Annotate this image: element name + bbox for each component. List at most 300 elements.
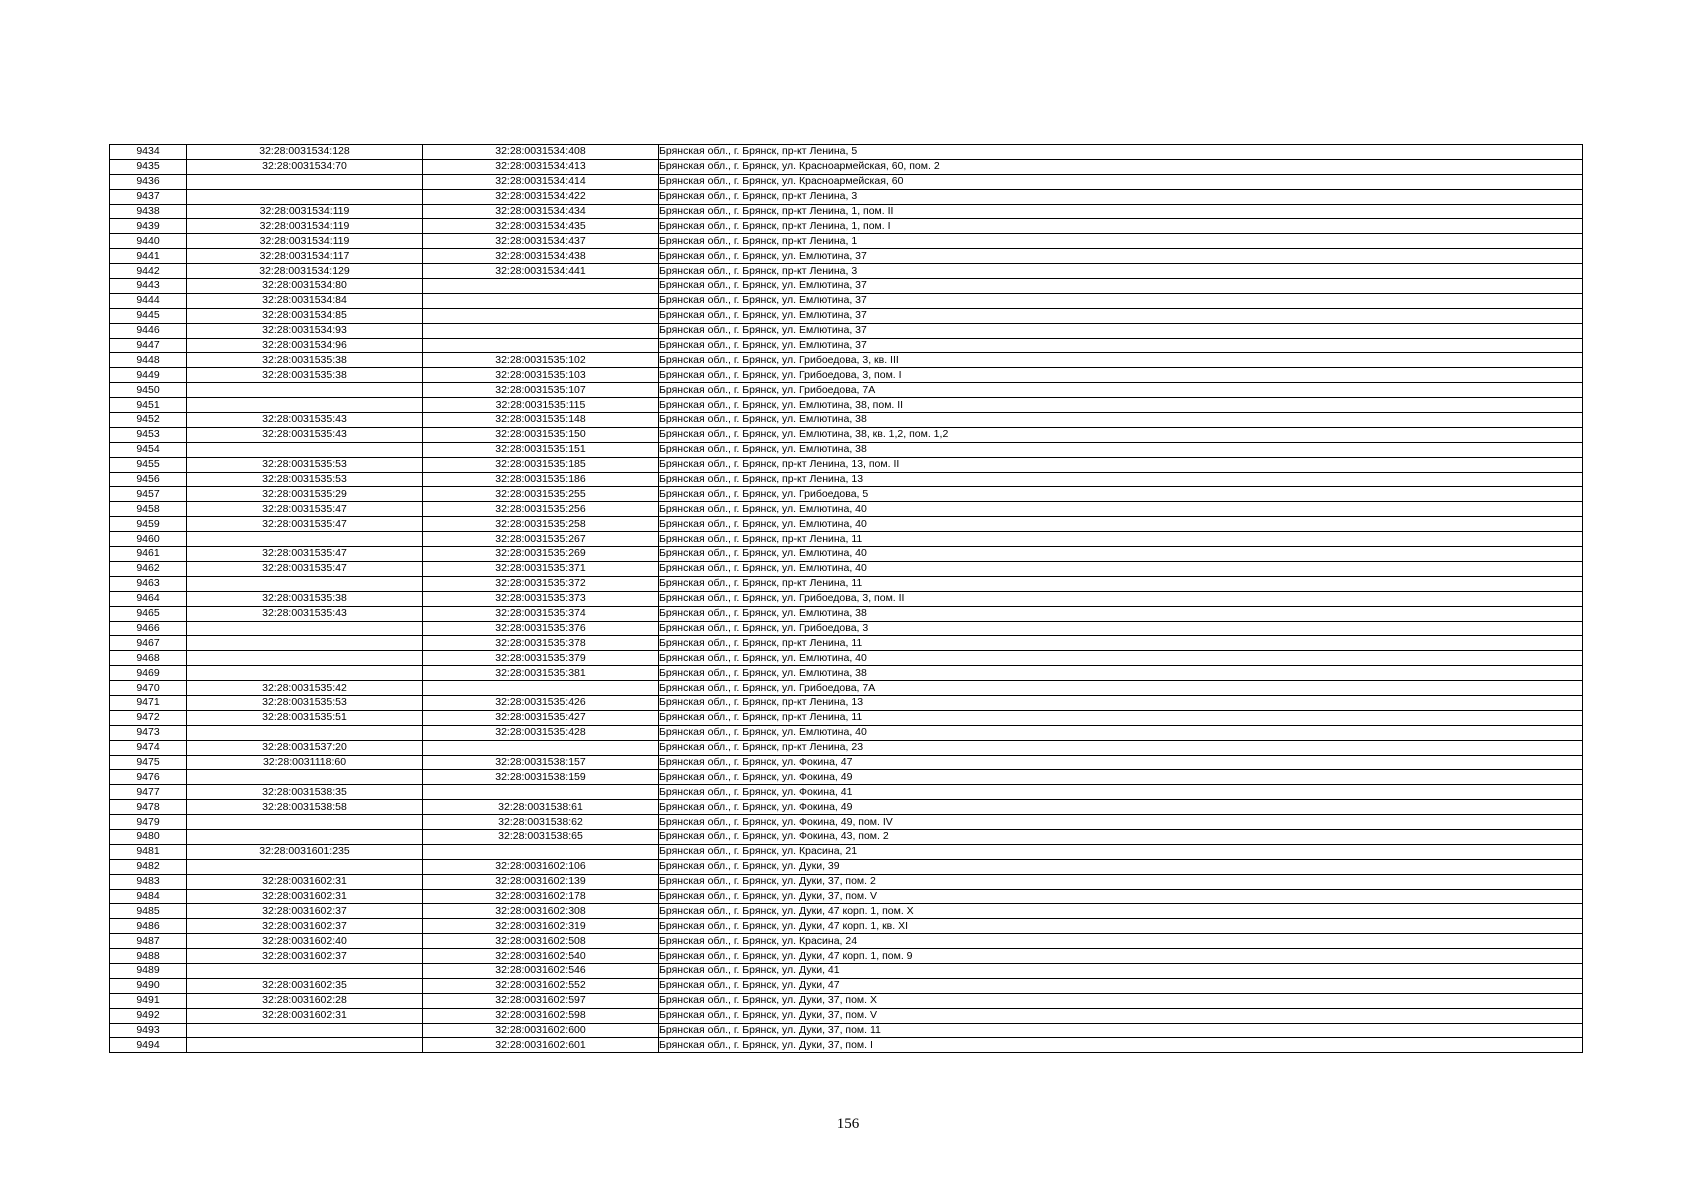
object-cadastral-number-cell: 32:28:0031535:258 xyxy=(423,517,659,532)
row-number-cell: 9473 xyxy=(110,725,187,740)
row-number-cell: 9492 xyxy=(110,1008,187,1023)
row-number-cell: 9451 xyxy=(110,398,187,413)
row-number-cell: 9443 xyxy=(110,279,187,294)
row-number-cell: 9448 xyxy=(110,353,187,368)
parcel-cadastral-number-cell: 32:28:0031534:119 xyxy=(187,204,423,219)
parcel-cadastral-number-cell: 32:28:0031535:38 xyxy=(187,353,423,368)
table-row xyxy=(110,1008,1583,1023)
object-cadastral-number-cell: 32:28:0031534:413 xyxy=(423,159,659,174)
row-number-cell: 9481 xyxy=(110,844,187,859)
row-number-cell: 9487 xyxy=(110,934,187,949)
parcel-cadastral-number-cell xyxy=(187,963,423,978)
parcel-cadastral-number-cell: 32:28:0031602:37 xyxy=(187,919,423,934)
parcel-cadastral-number-cell xyxy=(187,442,423,457)
parcel-cadastral-number-cell: 32:28:0031535:51 xyxy=(187,710,423,725)
parcel-cadastral-number-cell: 32:28:0031535:42 xyxy=(187,681,423,696)
parcel-cadastral-number-cell: 32:28:0031534:119 xyxy=(187,219,423,234)
row-number-cell: 9482 xyxy=(110,859,187,874)
row-number-cell: 9456 xyxy=(110,472,187,487)
parcel-cadastral-number-cell: 32:28:0031601:235 xyxy=(187,844,423,859)
object-cadastral-number-cell xyxy=(423,338,659,353)
parcel-cadastral-number-cell: 32:28:0031535:38 xyxy=(187,368,423,383)
address-cell: Брянская обл., г. Брянск, ул. Дуки, 37, пом. V xyxy=(659,1008,1583,1023)
row-number-cell: 9452 xyxy=(110,413,187,428)
address-cell: Брянская обл., г. Брянск, ул. Грибоедова, 3 xyxy=(659,621,1583,636)
parcel-cadastral-number-cell: 32:28:0031602:31 xyxy=(187,874,423,889)
object-cadastral-number-cell xyxy=(423,785,659,800)
address-cell: Брянская обл., г. Брянск, ул. Емлютина, 38, пом. II xyxy=(659,398,1583,413)
object-cadastral-number-cell: 32:28:0031535:373 xyxy=(423,591,659,606)
table-row xyxy=(110,695,1583,710)
table-row xyxy=(110,338,1583,353)
address-cell: Брянская обл., г. Брянск, ул. Грибоедова, 7А xyxy=(659,681,1583,696)
row-number-cell: 9458 xyxy=(110,502,187,517)
table-row xyxy=(110,815,1583,830)
parcel-cadastral-number-cell: 32:28:0031535:43 xyxy=(187,606,423,621)
object-cadastral-number-cell: 32:28:0031602:546 xyxy=(423,963,659,978)
object-cadastral-number-cell: 32:28:0031602:139 xyxy=(423,874,659,889)
object-cadastral-number-cell: 32:28:0031535:378 xyxy=(423,636,659,651)
parcel-cadastral-number-cell: 32:28:0031602:31 xyxy=(187,889,423,904)
parcel-cadastral-number-cell: 32:28:0031535:38 xyxy=(187,591,423,606)
table-row xyxy=(110,740,1583,755)
address-cell: Брянская обл., г. Брянск, пр-кт Ленина, 5 xyxy=(659,145,1583,160)
address-cell: Брянская обл., г. Брянск, ул. Емлютина, 37 xyxy=(659,338,1583,353)
table-row xyxy=(110,621,1583,636)
table-row xyxy=(110,859,1583,874)
address-cell: Брянская обл., г. Брянск, ул. Грибоедова, 3, пом. I xyxy=(659,368,1583,383)
parcel-cadastral-number-cell xyxy=(187,859,423,874)
parcel-cadastral-number-cell: 32:28:0031535:53 xyxy=(187,472,423,487)
row-number-cell: 9450 xyxy=(110,383,187,398)
address-cell: Брянская обл., г. Брянск, ул. Дуки, 47 корп. 1, кв. XI xyxy=(659,919,1583,934)
table-row xyxy=(110,264,1583,279)
object-cadastral-number-cell: 32:28:0031538:65 xyxy=(423,829,659,844)
parcel-cadastral-number-cell xyxy=(187,383,423,398)
object-cadastral-number-cell: 32:28:0031535:428 xyxy=(423,725,659,740)
table-row xyxy=(110,666,1583,681)
row-number-cell: 9467 xyxy=(110,636,187,651)
table-row xyxy=(110,963,1583,978)
object-cadastral-number-cell: 32:28:0031535:255 xyxy=(423,487,659,502)
object-cadastral-number-cell: 32:28:0031535:267 xyxy=(423,532,659,547)
parcel-cadastral-number-cell xyxy=(187,829,423,844)
address-cell: Брянская обл., г. Брянск, ул. Дуки, 37, пом. I xyxy=(659,1038,1583,1053)
address-cell: Брянская обл., г. Брянск, ул. Емлютина, 38 xyxy=(659,666,1583,681)
object-cadastral-number-cell: 32:28:0031535:371 xyxy=(423,561,659,576)
table-row xyxy=(110,487,1583,502)
row-number-cell: 9466 xyxy=(110,621,187,636)
table-row xyxy=(110,1038,1583,1053)
parcel-cadastral-number-cell xyxy=(187,532,423,547)
page-number: 156 xyxy=(836,1116,860,1132)
table-row xyxy=(110,308,1583,323)
table-row xyxy=(110,472,1583,487)
object-cadastral-number-cell: 32:28:0031535:376 xyxy=(423,621,659,636)
address-cell: Брянская обл., г. Брянск, ул. Красина, 21 xyxy=(659,844,1583,859)
row-number-cell: 9462 xyxy=(110,561,187,576)
parcel-cadastral-number-cell: 32:28:0031535:47 xyxy=(187,547,423,562)
row-number-cell: 9489 xyxy=(110,963,187,978)
object-cadastral-number-cell: 32:28:0031534:435 xyxy=(423,219,659,234)
object-cadastral-number-cell: 32:28:0031534:414 xyxy=(423,174,659,189)
row-number-cell: 9447 xyxy=(110,338,187,353)
object-cadastral-number-cell: 32:28:0031602:178 xyxy=(423,889,659,904)
address-cell: Брянская обл., г. Брянск, ул. Емлютина, 40 xyxy=(659,651,1583,666)
parcel-cadastral-number-cell: 32:28:0031534:84 xyxy=(187,293,423,308)
parcel-cadastral-number-cell: 32:28:0031534:80 xyxy=(187,279,423,294)
object-cadastral-number-cell xyxy=(423,740,659,755)
table-row xyxy=(110,770,1583,785)
table-row xyxy=(110,174,1583,189)
address-cell: Брянская обл., г. Брянск, ул. Емлютина, 38 xyxy=(659,413,1583,428)
parcel-cadastral-number-cell: 32:28:0031534:93 xyxy=(187,323,423,338)
address-cell: Брянская обл., г. Брянск, пр-кт Ленина, 23 xyxy=(659,740,1583,755)
object-cadastral-number-cell: 32:28:0031602:540 xyxy=(423,949,659,964)
object-cadastral-number-cell: 32:28:0031535:103 xyxy=(423,368,659,383)
address-cell: Брянская обл., г. Брянск, ул. Емлютина, 40 xyxy=(659,561,1583,576)
parcel-cadastral-number-cell xyxy=(187,576,423,591)
row-number-cell: 9490 xyxy=(110,978,187,993)
object-cadastral-number-cell: 32:28:0031535:102 xyxy=(423,353,659,368)
row-number-cell: 9434 xyxy=(110,145,187,160)
parcel-cadastral-number-cell xyxy=(187,1023,423,1038)
address-cell: Брянская обл., г. Брянск, ул. Емлютина, 37 xyxy=(659,308,1583,323)
object-cadastral-number-cell: 32:28:0031602:597 xyxy=(423,993,659,1008)
parcel-cadastral-number-cell: 32:28:0031602:31 xyxy=(187,1008,423,1023)
table-row xyxy=(110,561,1583,576)
object-cadastral-number-cell: 32:28:0031534:438 xyxy=(423,249,659,264)
object-cadastral-number-cell: 32:28:0031535:107 xyxy=(423,383,659,398)
object-cadastral-number-cell: 32:28:0031535:427 xyxy=(423,710,659,725)
parcel-cadastral-number-cell: 32:28:0031535:43 xyxy=(187,427,423,442)
table-row xyxy=(110,934,1583,949)
row-number-cell: 9446 xyxy=(110,323,187,338)
row-number-cell: 9493 xyxy=(110,1023,187,1038)
row-number-cell: 9460 xyxy=(110,532,187,547)
address-cell: Брянская обл., г. Брянск, ул. Емлютина, 37 xyxy=(659,293,1583,308)
parcel-cadastral-number-cell xyxy=(187,174,423,189)
address-cell: Брянская обл., г. Брянск, ул. Дуки, 37, пом. 2 xyxy=(659,874,1583,889)
row-number-cell: 9483 xyxy=(110,874,187,889)
address-cell: Брянская обл., г. Брянск, пр-кт Ленина, 3 xyxy=(659,189,1583,204)
table-row xyxy=(110,323,1583,338)
table-row xyxy=(110,844,1583,859)
address-cell: Брянская обл., г. Брянск, ул. Дуки, 47 xyxy=(659,978,1583,993)
address-cell: Брянская обл., г. Брянск, ул. Емлютина, 40 xyxy=(659,517,1583,532)
row-number-cell: 9480 xyxy=(110,829,187,844)
parcel-cadastral-number-cell: 32:28:0031538:58 xyxy=(187,800,423,815)
parcel-cadastral-number-cell: 32:28:0031534:128 xyxy=(187,145,423,160)
parcel-cadastral-number-cell: 32:28:0031534:70 xyxy=(187,159,423,174)
table-row xyxy=(110,710,1583,725)
table-row xyxy=(110,904,1583,919)
parcel-cadastral-number-cell xyxy=(187,725,423,740)
table-row xyxy=(110,189,1583,204)
address-cell: Брянская обл., г. Брянск, ул. Емлютина, 38 xyxy=(659,442,1583,457)
address-cell: Брянская обл., г. Брянск, ул. Емлютина, 38, кв. 1,2, пом. 1,2 xyxy=(659,427,1583,442)
address-cell: Брянская обл., г. Брянск, пр-кт Ленина, 11 xyxy=(659,636,1583,651)
records-table xyxy=(109,144,1583,1053)
object-cadastral-number-cell: 32:28:0031538:62 xyxy=(423,815,659,830)
object-cadastral-number-cell: 32:28:0031535:115 xyxy=(423,398,659,413)
row-number-cell: 9476 xyxy=(110,770,187,785)
table-row xyxy=(110,978,1583,993)
address-cell: Брянская обл., г. Брянск, ул. Грибоедова, 7А xyxy=(659,383,1583,398)
row-number-cell: 9455 xyxy=(110,457,187,472)
table-row xyxy=(110,636,1583,651)
parcel-cadastral-number-cell xyxy=(187,1038,423,1053)
object-cadastral-number-cell xyxy=(423,681,659,696)
table-row xyxy=(110,368,1583,383)
address-cell: Брянская обл., г. Брянск, ул. Фокина, 49 xyxy=(659,800,1583,815)
parcel-cadastral-number-cell: 32:28:0031535:53 xyxy=(187,695,423,710)
address-cell: Брянская обл., г. Брянск, ул. Фокина, 43, пом. 2 xyxy=(659,829,1583,844)
row-number-cell: 9472 xyxy=(110,710,187,725)
object-cadastral-number-cell: 32:28:0031602:552 xyxy=(423,978,659,993)
parcel-cadastral-number-cell: 32:28:0031602:40 xyxy=(187,934,423,949)
table-row xyxy=(110,398,1583,413)
object-cadastral-number-cell: 32:28:0031535:150 xyxy=(423,427,659,442)
address-cell: Брянская обл., г. Брянск, ул. Емлютина, 37 xyxy=(659,279,1583,294)
parcel-cadastral-number-cell: 32:28:0031535:47 xyxy=(187,561,423,576)
table-row xyxy=(110,427,1583,442)
object-cadastral-number-cell: 32:28:0031602:508 xyxy=(423,934,659,949)
object-cadastral-number-cell: 32:28:0031534:437 xyxy=(423,234,659,249)
address-cell: Брянская обл., г. Брянск, пр-кт Ленина, 11 xyxy=(659,710,1583,725)
parcel-cadastral-number-cell: 32:28:0031534:85 xyxy=(187,308,423,323)
object-cadastral-number-cell: 32:28:0031535:256 xyxy=(423,502,659,517)
address-cell: Брянская обл., г. Брянск, ул. Дуки, 37, пом. X xyxy=(659,993,1583,1008)
object-cadastral-number-cell: 32:28:0031535:269 xyxy=(423,547,659,562)
parcel-cadastral-number-cell: 32:28:0031535:53 xyxy=(187,457,423,472)
table-row xyxy=(110,249,1583,264)
row-number-cell: 9471 xyxy=(110,695,187,710)
row-number-cell: 9449 xyxy=(110,368,187,383)
table-row xyxy=(110,591,1583,606)
parcel-cadastral-number-cell xyxy=(187,651,423,666)
parcel-cadastral-number-cell: 32:28:0031537:20 xyxy=(187,740,423,755)
table-row xyxy=(110,576,1583,591)
row-number-cell: 9442 xyxy=(110,264,187,279)
address-cell: Брянская обл., г. Брянск, ул. Фокина, 49 xyxy=(659,770,1583,785)
address-cell: Брянская обл., г. Брянск, ул. Дуки, 47 корп. 1, пом. 9 xyxy=(659,949,1583,964)
parcel-cadastral-number-cell: 32:28:0031534:117 xyxy=(187,249,423,264)
row-number-cell: 9453 xyxy=(110,427,187,442)
parcel-cadastral-number-cell: 32:28:0031538:35 xyxy=(187,785,423,800)
address-cell: Брянская обл., г. Брянск, ул. Дуки, 37, пом. 11 xyxy=(659,1023,1583,1038)
object-cadastral-number-cell xyxy=(423,279,659,294)
table-row xyxy=(110,293,1583,308)
row-number-cell: 9437 xyxy=(110,189,187,204)
row-number-cell: 9488 xyxy=(110,949,187,964)
table-row xyxy=(110,457,1583,472)
row-number-cell: 9474 xyxy=(110,740,187,755)
object-cadastral-number-cell: 32:28:0031602:319 xyxy=(423,919,659,934)
table-row xyxy=(110,234,1583,249)
parcel-cadastral-number-cell xyxy=(187,189,423,204)
row-number-cell: 9441 xyxy=(110,249,187,264)
parcel-cadastral-number-cell: 32:28:0031535:47 xyxy=(187,502,423,517)
table-row xyxy=(110,919,1583,934)
parcel-cadastral-number-cell xyxy=(187,398,423,413)
object-cadastral-number-cell: 32:28:0031534:408 xyxy=(423,145,659,160)
row-number-cell: 9436 xyxy=(110,174,187,189)
object-cadastral-number-cell xyxy=(423,844,659,859)
row-number-cell: 9468 xyxy=(110,651,187,666)
object-cadastral-number-cell: 32:28:0031538:159 xyxy=(423,770,659,785)
object-cadastral-number-cell xyxy=(423,293,659,308)
address-cell: Брянская обл., г. Брянск, пр-кт Ленина, 1, пом. II xyxy=(659,204,1583,219)
table-row xyxy=(110,755,1583,770)
object-cadastral-number-cell: 32:28:0031535:186 xyxy=(423,472,659,487)
row-number-cell: 9469 xyxy=(110,666,187,681)
object-cadastral-number-cell: 32:28:0031535:185 xyxy=(423,457,659,472)
table-row xyxy=(110,725,1583,740)
address-cell: Брянская обл., г. Брянск, ул. Красноармейская, 60, пом. 2 xyxy=(659,159,1583,174)
table-row xyxy=(110,829,1583,844)
records-table-body xyxy=(110,145,1583,1053)
table-row xyxy=(110,413,1583,428)
row-number-cell: 9464 xyxy=(110,591,187,606)
table-row xyxy=(110,889,1583,904)
object-cadastral-number-cell: 32:28:0031602:601 xyxy=(423,1038,659,1053)
address-cell: Брянская обл., г. Брянск, ул. Фокина, 47 xyxy=(659,755,1583,770)
parcel-cadastral-number-cell xyxy=(187,770,423,785)
parcel-cadastral-number-cell: 32:28:0031602:37 xyxy=(187,904,423,919)
row-number-cell: 9475 xyxy=(110,755,187,770)
address-cell: Брянская обл., г. Брянск, ул. Дуки, 37, пом. V xyxy=(659,889,1583,904)
table-row xyxy=(110,993,1583,1008)
row-number-cell: 9445 xyxy=(110,308,187,323)
object-cadastral-number-cell: 32:28:0031538:61 xyxy=(423,800,659,815)
table-row xyxy=(110,383,1583,398)
object-cadastral-number-cell: 32:28:0031535:151 xyxy=(423,442,659,457)
object-cadastral-number-cell: 32:28:0031602:598 xyxy=(423,1008,659,1023)
table-row xyxy=(110,145,1583,160)
table-row xyxy=(110,442,1583,457)
row-number-cell: 9485 xyxy=(110,904,187,919)
row-number-cell: 9463 xyxy=(110,576,187,591)
object-cadastral-number-cell: 32:28:0031538:157 xyxy=(423,755,659,770)
row-number-cell: 9484 xyxy=(110,889,187,904)
address-cell: Брянская обл., г. Брянск, ул. Фокина, 41 xyxy=(659,785,1583,800)
table-row xyxy=(110,532,1583,547)
parcel-cadastral-number-cell xyxy=(187,666,423,681)
row-number-cell: 9478 xyxy=(110,800,187,815)
parcel-cadastral-number-cell: 32:28:0031118:60 xyxy=(187,755,423,770)
row-number-cell: 9479 xyxy=(110,815,187,830)
address-cell: Брянская обл., г. Брянск, ул. Красноармейская, 60 xyxy=(659,174,1583,189)
row-number-cell: 9470 xyxy=(110,681,187,696)
address-cell: Брянская обл., г. Брянск, пр-кт Ленина, 13 xyxy=(659,695,1583,710)
table-row xyxy=(110,547,1583,562)
address-cell: Брянская обл., г. Брянск, ул. Красина, 24 xyxy=(659,934,1583,949)
address-cell: Брянская обл., г. Брянск, пр-кт Ленина, 13, пом. II xyxy=(659,457,1583,472)
object-cadastral-number-cell: 32:28:0031602:600 xyxy=(423,1023,659,1038)
address-cell: Брянская обл., г. Брянск, ул. Емлютина, 40 xyxy=(659,547,1583,562)
object-cadastral-number-cell xyxy=(423,308,659,323)
address-cell: Брянская обл., г. Брянск, пр-кт Ленина, 11 xyxy=(659,532,1583,547)
address-cell: Брянская обл., г. Брянск, пр-кт Ленина, 1, пом. I xyxy=(659,219,1583,234)
table-row xyxy=(110,204,1583,219)
table-row xyxy=(110,279,1583,294)
address-cell: Брянская обл., г. Брянск, пр-кт Ленина, 11 xyxy=(659,576,1583,591)
row-number-cell: 9459 xyxy=(110,517,187,532)
table-row xyxy=(110,502,1583,517)
object-cadastral-number-cell: 32:28:0031535:379 xyxy=(423,651,659,666)
row-number-cell: 9454 xyxy=(110,442,187,457)
parcel-cadastral-number-cell: 32:28:0031534:129 xyxy=(187,264,423,279)
object-cadastral-number-cell: 32:28:0031535:426 xyxy=(423,695,659,710)
address-cell: Брянская обл., г. Брянск, ул. Грибоедова, 3, кв. III xyxy=(659,353,1583,368)
address-cell: Брянская обл., г. Брянск, ул. Емлютина, 38 xyxy=(659,606,1583,621)
table-row xyxy=(110,800,1583,815)
object-cadastral-number-cell: 32:28:0031602:106 xyxy=(423,859,659,874)
object-cadastral-number-cell xyxy=(423,323,659,338)
table-row xyxy=(110,353,1583,368)
object-cadastral-number-cell: 32:28:0031535:374 xyxy=(423,606,659,621)
parcel-cadastral-number-cell: 32:28:0031602:37 xyxy=(187,949,423,964)
row-number-cell: 9438 xyxy=(110,204,187,219)
parcel-cadastral-number-cell: 32:28:0031534:96 xyxy=(187,338,423,353)
parcel-cadastral-number-cell: 32:28:0031535:43 xyxy=(187,413,423,428)
address-cell: Брянская обл., г. Брянск, ул. Грибоедова, 3, пом. II xyxy=(659,591,1583,606)
object-cadastral-number-cell: 32:28:0031534:441 xyxy=(423,264,659,279)
object-cadastral-number-cell: 32:28:0031535:381 xyxy=(423,666,659,681)
row-number-cell: 9477 xyxy=(110,785,187,800)
address-cell: Брянская обл., г. Брянск, ул. Емлютина, 40 xyxy=(659,725,1583,740)
table-row xyxy=(110,219,1583,234)
parcel-cadastral-number-cell xyxy=(187,621,423,636)
object-cadastral-number-cell: 32:28:0031534:434 xyxy=(423,204,659,219)
address-cell: Брянская обл., г. Брянск, ул. Емлютина, 40 xyxy=(659,502,1583,517)
parcel-cadastral-number-cell: 32:28:0031602:28 xyxy=(187,993,423,1008)
parcel-cadastral-number-cell: 32:28:0031602:35 xyxy=(187,978,423,993)
address-cell: Брянская обл., г. Брянск, ул. Дуки, 41 xyxy=(659,963,1583,978)
object-cadastral-number-cell: 32:28:0031602:308 xyxy=(423,904,659,919)
address-cell: Брянская обл., г. Брянск, ул. Дуки, 47 корп. 1, пом. X xyxy=(659,904,1583,919)
row-number-cell: 9486 xyxy=(110,919,187,934)
row-number-cell: 9439 xyxy=(110,219,187,234)
row-number-cell: 9491 xyxy=(110,993,187,1008)
parcel-cadastral-number-cell xyxy=(187,636,423,651)
parcel-cadastral-number-cell: 32:28:0031534:119 xyxy=(187,234,423,249)
address-cell: Брянская обл., г. Брянск, ул. Дуки, 39 xyxy=(659,859,1583,874)
parcel-cadastral-number-cell: 32:28:0031535:47 xyxy=(187,517,423,532)
object-cadastral-number-cell: 32:28:0031534:422 xyxy=(423,189,659,204)
address-cell: Брянская обл., г. Брянск, ул. Емлютина, 37 xyxy=(659,249,1583,264)
address-cell: Брянская обл., г. Брянск, пр-кт Ленина, 1 xyxy=(659,234,1583,249)
table-row xyxy=(110,159,1583,174)
address-cell: Брянская обл., г. Брянск, ул. Фокина, 49, пом. IV xyxy=(659,815,1583,830)
address-cell: Брянская обл., г. Брянск, пр-кт Ленина, 3 xyxy=(659,264,1583,279)
object-cadastral-number-cell: 32:28:0031535:372 xyxy=(423,576,659,591)
row-number-cell: 9435 xyxy=(110,159,187,174)
table-row xyxy=(110,651,1583,666)
row-number-cell: 9440 xyxy=(110,234,187,249)
object-cadastral-number-cell: 32:28:0031535:148 xyxy=(423,413,659,428)
row-number-cell: 9444 xyxy=(110,293,187,308)
table-row xyxy=(110,874,1583,889)
address-cell: Брянская обл., г. Брянск, ул. Грибоедова, 5 xyxy=(659,487,1583,502)
table-row xyxy=(110,785,1583,800)
table-row xyxy=(110,1023,1583,1038)
row-number-cell: 9465 xyxy=(110,606,187,621)
table-row xyxy=(110,949,1583,964)
address-cell: Брянская обл., г. Брянск, ул. Емлютина, 37 xyxy=(659,323,1583,338)
row-number-cell: 9494 xyxy=(110,1038,187,1053)
